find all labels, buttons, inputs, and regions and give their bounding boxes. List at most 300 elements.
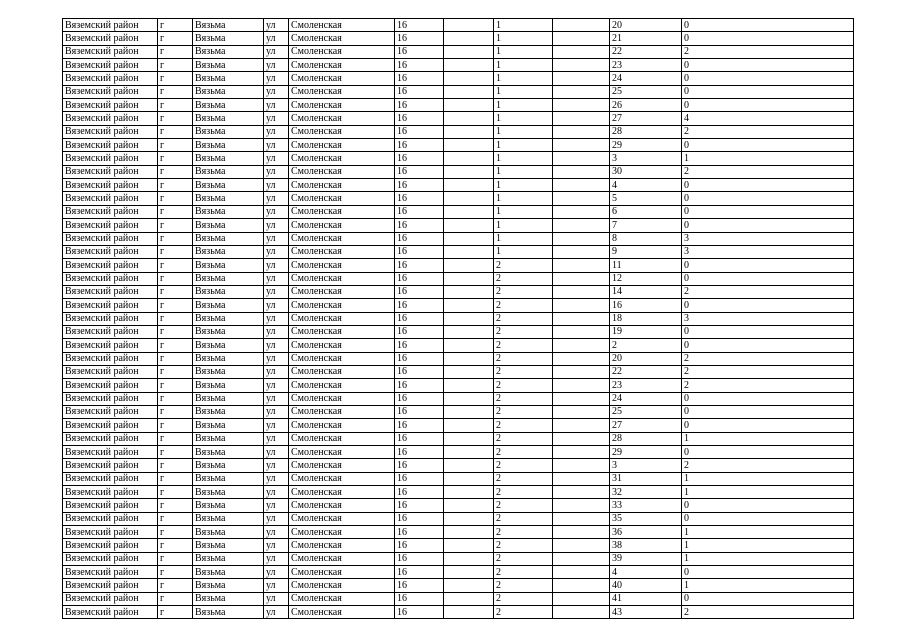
apartment-cell: 16 (610, 299, 682, 312)
count-cell: 2 (682, 285, 854, 298)
house-cell: 16 (395, 112, 444, 125)
apartment-cell: 19 (610, 325, 682, 338)
house-cell: 16 (395, 405, 444, 418)
blank-cell (553, 379, 610, 392)
apartment-cell: 7 (610, 219, 682, 232)
count-cell: 1 (682, 486, 854, 499)
table-row (63, 232, 854, 245)
count-cell: 2 (682, 379, 854, 392)
entrance-cell: 2 (494, 566, 553, 579)
blank-cell (553, 486, 610, 499)
house-cell: 16 (395, 339, 444, 352)
locality-type-cell: г (158, 392, 193, 405)
blank-cell (444, 405, 494, 418)
table-row (63, 125, 854, 138)
street-type-cell: ул (264, 299, 289, 312)
blank-cell (444, 432, 494, 445)
blank-cell (444, 512, 494, 525)
locality-cell: Вязьма (193, 606, 264, 619)
street-type-cell: ул (264, 325, 289, 338)
locality-type-cell: г (158, 405, 193, 418)
house-cell: 16 (395, 259, 444, 272)
blank-cell (553, 85, 610, 98)
entrance-cell: 2 (494, 339, 553, 352)
district-cell: Вяземский район (63, 339, 158, 352)
apartment-cell: 32 (610, 486, 682, 499)
district-cell: Вяземский район (63, 512, 158, 525)
street-cell: Смоленская (289, 299, 395, 312)
table-row (63, 192, 854, 205)
house-cell: 16 (395, 419, 444, 432)
blank-cell (444, 325, 494, 338)
street-cell: Смоленская (289, 85, 395, 98)
entrance-cell: 1 (494, 139, 553, 152)
count-cell: 2 (682, 459, 854, 472)
house-cell: 16 (395, 19, 444, 32)
table-row (63, 19, 854, 32)
street-type-cell: ул (264, 432, 289, 445)
house-cell: 16 (395, 579, 444, 592)
locality-cell: Вязьма (193, 312, 264, 325)
street-cell: Смоленская (289, 45, 395, 58)
street-cell: Смоленская (289, 139, 395, 152)
locality-cell: Вязьма (193, 352, 264, 365)
blank-cell (553, 179, 610, 192)
blank-cell (444, 392, 494, 405)
street-cell: Смоленская (289, 472, 395, 485)
locality-cell: Вязьма (193, 112, 264, 125)
count-cell: 0 (682, 446, 854, 459)
apartment-cell: 3 (610, 152, 682, 165)
blank-cell (444, 245, 494, 258)
street-type-cell: ул (264, 59, 289, 72)
count-cell: 0 (682, 499, 854, 512)
district-cell: Вяземский район (63, 245, 158, 258)
count-cell: 2 (682, 165, 854, 178)
street-cell: Смоленская (289, 152, 395, 165)
table-row (63, 405, 854, 418)
apartment-cell: 14 (610, 285, 682, 298)
apartment-cell: 12 (610, 272, 682, 285)
blank-cell (553, 365, 610, 378)
street-type-cell: ул (264, 152, 289, 165)
street-type-cell: ул (264, 85, 289, 98)
district-cell: Вяземский район (63, 285, 158, 298)
entrance-cell: 1 (494, 19, 553, 32)
house-cell: 16 (395, 285, 444, 298)
apartment-cell: 36 (610, 526, 682, 539)
street-cell: Смоленская (289, 392, 395, 405)
street-type-cell: ул (264, 606, 289, 619)
table-row (63, 512, 854, 525)
house-cell: 16 (395, 459, 444, 472)
table-row (63, 499, 854, 512)
blank-cell (553, 579, 610, 592)
district-cell: Вяземский район (63, 379, 158, 392)
blank-cell (444, 526, 494, 539)
count-cell: 3 (682, 312, 854, 325)
street-type-cell: ул (264, 379, 289, 392)
blank-cell (444, 339, 494, 352)
apartment-cell: 4 (610, 179, 682, 192)
district-cell: Вяземский район (63, 179, 158, 192)
locality-cell: Вязьма (193, 99, 264, 112)
blank-cell (553, 125, 610, 138)
count-cell: 0 (682, 299, 854, 312)
table-row (63, 85, 854, 98)
locality-cell: Вязьма (193, 379, 264, 392)
table-body (63, 19, 854, 619)
blank-cell (553, 259, 610, 272)
table-row (63, 59, 854, 72)
locality-cell: Вязьма (193, 592, 264, 605)
street-cell: Смоленская (289, 459, 395, 472)
district-cell: Вяземский район (63, 112, 158, 125)
table-row (63, 72, 854, 85)
district-cell: Вяземский район (63, 32, 158, 45)
apartment-cell: 24 (610, 72, 682, 85)
locality-cell: Вязьма (193, 32, 264, 45)
locality-type-cell: г (158, 139, 193, 152)
locality-cell: Вязьма (193, 219, 264, 232)
locality-type-cell: г (158, 432, 193, 445)
table-row (63, 552, 854, 565)
apartment-cell: 33 (610, 499, 682, 512)
apartment-cell: 2 (610, 339, 682, 352)
blank-cell (444, 99, 494, 112)
district-cell: Вяземский район (63, 352, 158, 365)
count-cell: 2 (682, 365, 854, 378)
street-type-cell: ул (264, 245, 289, 258)
table-row (63, 365, 854, 378)
entrance-cell: 1 (494, 152, 553, 165)
locality-type-cell: г (158, 566, 193, 579)
count-cell: 4 (682, 112, 854, 125)
entrance-cell: 1 (494, 165, 553, 178)
table-row (63, 45, 854, 58)
locality-type-cell: г (158, 219, 193, 232)
apartment-cell: 24 (610, 392, 682, 405)
house-cell: 16 (395, 432, 444, 445)
blank-cell (553, 526, 610, 539)
count-cell: 0 (682, 592, 854, 605)
blank-cell (553, 446, 610, 459)
blank-cell (444, 272, 494, 285)
street-type-cell: ул (264, 459, 289, 472)
apartment-cell: 20 (610, 352, 682, 365)
blank-cell (553, 19, 610, 32)
apartment-cell: 23 (610, 379, 682, 392)
district-cell: Вяземский район (63, 299, 158, 312)
locality-cell: Вязьма (193, 566, 264, 579)
blank-cell (444, 566, 494, 579)
locality-cell: Вязьма (193, 85, 264, 98)
count-cell: 1 (682, 432, 854, 445)
street-type-cell: ул (264, 312, 289, 325)
street-type-cell: ул (264, 139, 289, 152)
locality-type-cell: г (158, 232, 193, 245)
table-row (63, 165, 854, 178)
apartment-cell: 30 (610, 165, 682, 178)
street-cell: Смоленская (289, 606, 395, 619)
entrance-cell: 1 (494, 32, 553, 45)
locality-type-cell: г (158, 592, 193, 605)
blank-cell (444, 125, 494, 138)
house-cell: 16 (395, 325, 444, 338)
blank-cell (444, 219, 494, 232)
entrance-cell: 2 (494, 365, 553, 378)
street-type-cell: ул (264, 512, 289, 525)
street-cell: Смоленская (289, 365, 395, 378)
blank-cell (444, 72, 494, 85)
apartment-cell: 26 (610, 99, 682, 112)
blank-cell (553, 499, 610, 512)
district-cell: Вяземский район (63, 205, 158, 218)
apartment-cell: 40 (610, 579, 682, 592)
blank-cell (553, 419, 610, 432)
blank-cell (444, 59, 494, 72)
locality-cell: Вязьма (193, 165, 264, 178)
street-cell: Смоленская (289, 72, 395, 85)
locality-cell: Вязьма (193, 392, 264, 405)
table-row (63, 419, 854, 432)
street-type-cell: ул (264, 552, 289, 565)
blank-cell (444, 459, 494, 472)
locality-type-cell: г (158, 205, 193, 218)
locality-type-cell: г (158, 419, 193, 432)
street-type-cell: ул (264, 259, 289, 272)
locality-type-cell: г (158, 325, 193, 338)
district-cell: Вяземский район (63, 566, 158, 579)
entrance-cell: 1 (494, 99, 553, 112)
entrance-cell: 1 (494, 125, 553, 138)
entrance-cell: 2 (494, 526, 553, 539)
entrance-cell: 1 (494, 112, 553, 125)
table-row (63, 459, 854, 472)
apartment-cell: 22 (610, 45, 682, 58)
blank-cell (553, 272, 610, 285)
blank-cell (553, 192, 610, 205)
table-row (63, 539, 854, 552)
apartment-cell: 31 (610, 472, 682, 485)
locality-cell: Вязьма (193, 259, 264, 272)
house-cell: 16 (395, 219, 444, 232)
district-cell: Вяземский район (63, 85, 158, 98)
apartment-cell: 25 (610, 85, 682, 98)
street-cell: Смоленская (289, 312, 395, 325)
blank-cell (553, 392, 610, 405)
house-cell: 16 (395, 312, 444, 325)
house-cell: 16 (395, 512, 444, 525)
street-cell: Смоленская (289, 112, 395, 125)
blank-cell (444, 365, 494, 378)
locality-cell: Вязьма (193, 365, 264, 378)
house-cell: 16 (395, 486, 444, 499)
locality-cell: Вязьма (193, 325, 264, 338)
street-cell: Смоленская (289, 419, 395, 432)
table-row (63, 446, 854, 459)
district-cell: Вяземский район (63, 459, 158, 472)
house-cell: 16 (395, 232, 444, 245)
entrance-cell: 2 (494, 472, 553, 485)
apartment-cell: 28 (610, 432, 682, 445)
blank-cell (553, 139, 610, 152)
locality-cell: Вязьма (193, 526, 264, 539)
count-cell: 1 (682, 552, 854, 565)
street-cell: Смоленская (289, 205, 395, 218)
blank-cell (444, 165, 494, 178)
house-cell: 16 (395, 32, 444, 45)
count-cell: 1 (682, 526, 854, 539)
count-cell: 0 (682, 85, 854, 98)
blank-cell (444, 352, 494, 365)
locality-cell: Вязьма (193, 245, 264, 258)
locality-type-cell: г (158, 312, 193, 325)
locality-cell: Вязьма (193, 299, 264, 312)
house-cell: 16 (395, 45, 444, 58)
blank-cell (553, 432, 610, 445)
locality-cell: Вязьма (193, 232, 264, 245)
count-cell: 0 (682, 192, 854, 205)
apartment-cell: 21 (610, 32, 682, 45)
district-cell: Вяземский район (63, 45, 158, 58)
entrance-cell: 2 (494, 592, 553, 605)
locality-cell: Вязьма (193, 45, 264, 58)
blank-cell (444, 539, 494, 552)
apartment-cell: 4 (610, 566, 682, 579)
blank-cell (553, 99, 610, 112)
apartment-cell: 11 (610, 259, 682, 272)
street-cell: Смоленская (289, 245, 395, 258)
blank-cell (553, 45, 610, 58)
blank-cell (553, 472, 610, 485)
locality-type-cell: г (158, 499, 193, 512)
locality-type-cell: г (158, 259, 193, 272)
house-cell: 16 (395, 499, 444, 512)
street-cell: Смоленская (289, 125, 395, 138)
street-cell: Смоленская (289, 325, 395, 338)
entrance-cell: 1 (494, 179, 553, 192)
blank-cell (444, 19, 494, 32)
count-cell: 0 (682, 392, 854, 405)
entrance-cell: 2 (494, 579, 553, 592)
street-type-cell: ул (264, 45, 289, 58)
blank-cell (444, 259, 494, 272)
locality-cell: Вязьма (193, 499, 264, 512)
locality-type-cell: г (158, 19, 193, 32)
blank-cell (444, 472, 494, 485)
blank-cell (553, 245, 610, 258)
locality-cell: Вязьма (193, 59, 264, 72)
house-cell: 16 (395, 179, 444, 192)
count-cell: 2 (682, 45, 854, 58)
district-cell: Вяземский район (63, 152, 158, 165)
house-cell: 16 (395, 606, 444, 619)
locality-type-cell: г (158, 125, 193, 138)
entrance-cell: 2 (494, 459, 553, 472)
blank-cell (553, 339, 610, 352)
apartment-cell: 41 (610, 592, 682, 605)
house-cell: 16 (395, 392, 444, 405)
apartment-cell: 29 (610, 139, 682, 152)
locality-type-cell: г (158, 285, 193, 298)
table-row (63, 392, 854, 405)
street-type-cell: ул (264, 232, 289, 245)
street-type-cell: ул (264, 339, 289, 352)
table-row (63, 566, 854, 579)
house-cell: 16 (395, 526, 444, 539)
apartment-cell: 43 (610, 606, 682, 619)
blank-cell (444, 232, 494, 245)
count-cell: 0 (682, 405, 854, 418)
district-cell: Вяземский район (63, 365, 158, 378)
entrance-cell: 2 (494, 272, 553, 285)
entrance-cell: 2 (494, 259, 553, 272)
street-cell: Смоленская (289, 339, 395, 352)
apartment-cell: 8 (610, 232, 682, 245)
apartment-cell: 29 (610, 446, 682, 459)
table-row (63, 579, 854, 592)
table-row (63, 32, 854, 45)
blank-cell (553, 512, 610, 525)
count-cell: 0 (682, 99, 854, 112)
count-cell: 0 (682, 139, 854, 152)
address-table (62, 18, 854, 619)
district-cell: Вяземский район (63, 219, 158, 232)
locality-cell: Вязьма (193, 486, 264, 499)
table-row (63, 205, 854, 218)
district-cell: Вяземский район (63, 446, 158, 459)
entrance-cell: 1 (494, 85, 553, 98)
house-cell: 16 (395, 472, 444, 485)
house-cell: 16 (395, 299, 444, 312)
entrance-cell: 2 (494, 539, 553, 552)
table-row (63, 245, 854, 258)
street-cell: Смоленская (289, 272, 395, 285)
locality-type-cell: г (158, 579, 193, 592)
entrance-cell: 2 (494, 446, 553, 459)
entrance-cell: 1 (494, 59, 553, 72)
street-cell: Смоленская (289, 32, 395, 45)
district-cell: Вяземский район (63, 526, 158, 539)
blank-cell (444, 446, 494, 459)
locality-type-cell: г (158, 299, 193, 312)
street-type-cell: ул (264, 352, 289, 365)
count-cell: 0 (682, 339, 854, 352)
district-cell: Вяземский район (63, 579, 158, 592)
locality-type-cell: г (158, 72, 193, 85)
entrance-cell: 1 (494, 245, 553, 258)
blank-cell (444, 379, 494, 392)
locality-cell: Вязьма (193, 19, 264, 32)
table-row (63, 325, 854, 338)
locality-type-cell: г (158, 339, 193, 352)
table-row (63, 219, 854, 232)
street-type-cell: ул (264, 272, 289, 285)
count-cell: 2 (682, 125, 854, 138)
blank-cell (444, 285, 494, 298)
apartment-cell: 28 (610, 125, 682, 138)
blank-cell (553, 552, 610, 565)
locality-type-cell: г (158, 45, 193, 58)
district-cell: Вяземский район (63, 125, 158, 138)
house-cell: 16 (395, 272, 444, 285)
locality-cell: Вязьма (193, 552, 264, 565)
count-cell: 0 (682, 32, 854, 45)
blank-cell (444, 152, 494, 165)
locality-type-cell: г (158, 365, 193, 378)
locality-cell: Вязьма (193, 512, 264, 525)
